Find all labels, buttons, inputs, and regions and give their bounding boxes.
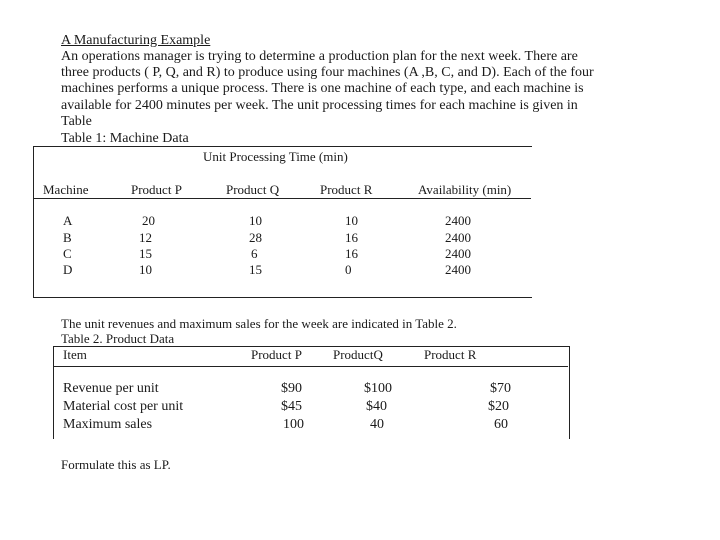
problem-paragraph: An operations manager is trying to determine a production plan for the next week. There are three products ( P, Q, and R) to produce using four machines (A ,B, C, and D). Each of the four machines performs a unique process. There is one machine of each type, and each machine is available for 2400 minutes per week. The unit processing times for each machine is given in Table (61, 49, 594, 129)
table2-cell: $40 (366, 399, 387, 414)
table2-row-label: Revenue per unit (63, 381, 159, 396)
table1-cell: B (63, 230, 72, 245)
table1-cell: 2400 (445, 262, 471, 277)
table1-cell: 15 (139, 246, 152, 261)
table2-cell: $90 (281, 381, 302, 396)
table1-cell: 10 (249, 213, 262, 228)
table1-cell: 6 (251, 246, 258, 261)
table2-intro: The unit revenues and maximum sales for the week are indicated in Table 2. (61, 316, 457, 331)
table2-cell: 60 (494, 417, 508, 432)
table1-cell: 10 (345, 213, 358, 228)
table1-cell: 20 (142, 213, 155, 228)
table2-cell: $70 (490, 381, 511, 396)
table1-header-machine: Machine (43, 182, 89, 197)
table1-cell: 2400 (445, 230, 471, 245)
table2-caption: Table 2. Product Data (61, 331, 175, 346)
page-title: A Manufacturing Example (61, 33, 211, 48)
table2-cell: 40 (370, 417, 384, 432)
table2-header-product-p: Product P (251, 347, 302, 362)
table1-cell: C (63, 246, 72, 261)
table1-cell: 16 (345, 230, 358, 245)
table1-group-header: Unit Processing Time (min) (203, 149, 348, 164)
table2-cell: $45 (281, 399, 302, 414)
table1-caption: Table 1: Machine Data (61, 131, 189, 146)
table2-cell: $20 (488, 399, 509, 414)
table1-cell: 12 (139, 230, 152, 245)
table1-cell: 15 (249, 262, 262, 277)
table1-cell: 28 (249, 230, 262, 245)
table1-cell: 16 (345, 246, 358, 261)
table2-header-rule (53, 366, 568, 367)
table2-header-product-q: ProductQ (333, 347, 383, 362)
table1-cell: A (63, 213, 73, 228)
table2-row-label: Material cost per unit (63, 399, 184, 414)
table1-header-product-r: Product R (320, 182, 373, 197)
table1-cell: 2400 (445, 213, 471, 228)
table2-row-label: Maximum sales (63, 417, 153, 432)
table1-cell: 0 (345, 262, 352, 277)
table2-header-item: Item (63, 347, 87, 362)
table2-header-product-r: Product R (424, 347, 477, 362)
table1-header-product-p: Product P (131, 182, 182, 197)
table1-header-availability: Availability (min) (418, 182, 512, 197)
table1-cell: D (63, 262, 73, 277)
table2-cell: $100 (364, 381, 392, 396)
table1-cell: 2400 (445, 246, 471, 261)
table2-cell: 100 (283, 417, 304, 432)
table1-cell: 10 (139, 262, 152, 277)
table1-header-product-q: Product Q (226, 182, 280, 197)
footer-instruction: Formulate this as LP. (61, 457, 171, 472)
table1-header-rule (33, 198, 531, 199)
